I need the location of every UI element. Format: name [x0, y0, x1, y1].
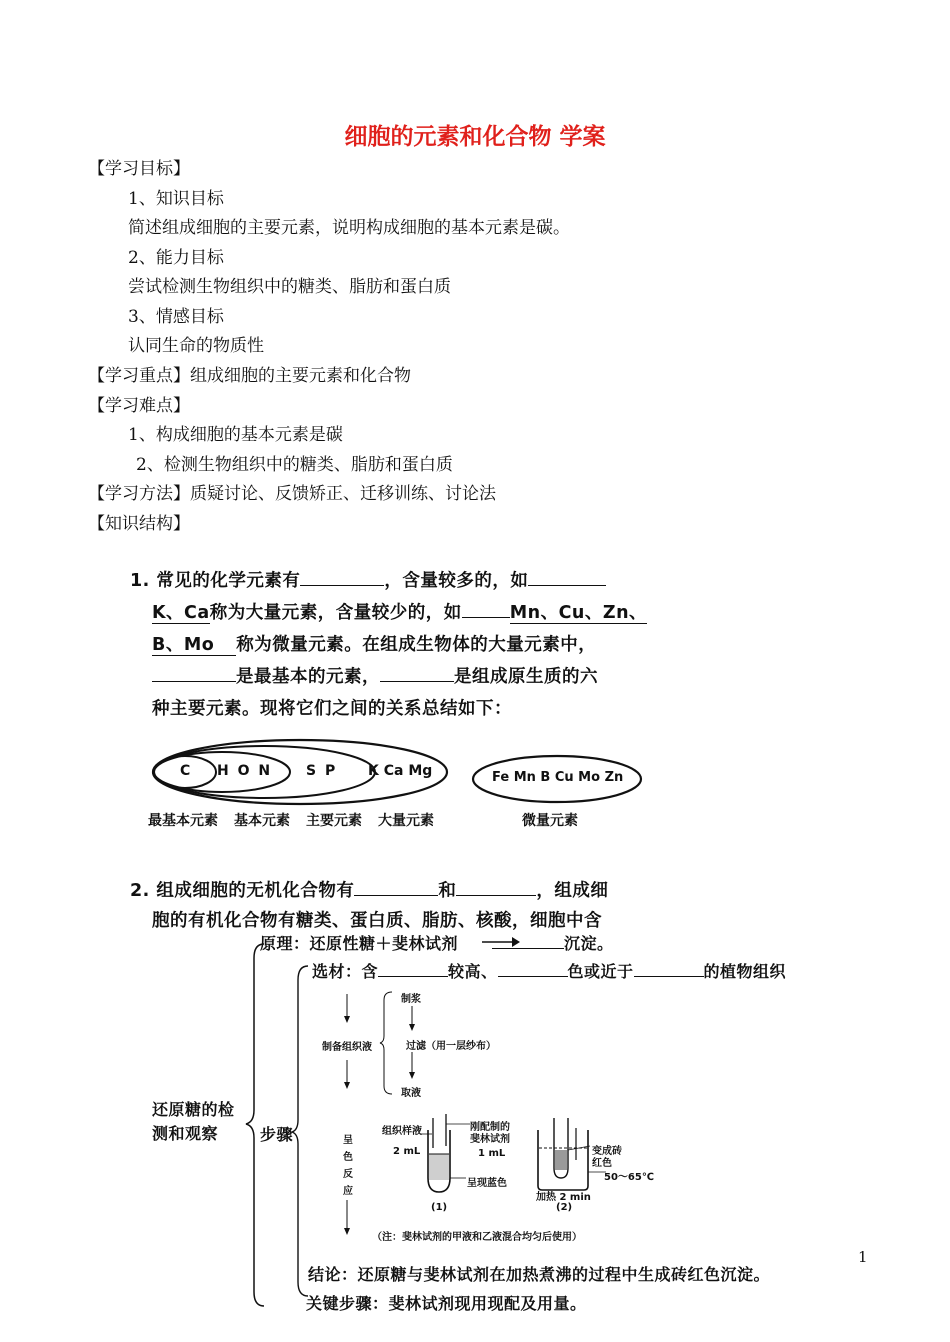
micro-elements: Fe Mn B Cu Mo Zn: [492, 770, 624, 785]
q1-line-4: 是最基本的元素， 是组成原生质的六: [152, 663, 598, 688]
color-reaction: 呈 色 反 应: [343, 1135, 353, 1197]
page-title: 细胞的元素和化合物 学案: [344, 124, 606, 150]
element-sp: S P: [306, 763, 338, 779]
key-points: 【学习重点】组成细胞的主要元素和化合物: [88, 366, 411, 386]
label-main: 主要元素: [306, 813, 362, 829]
objectives-heading: 【学习目标】: [88, 159, 190, 179]
element-hon: H O N: [217, 763, 273, 779]
substep-take-fluid: 取液: [401, 1088, 421, 1099]
q2-line-1: 2. 组成细胞的无机化合物有 和 ，组成细: [130, 877, 608, 902]
brick-label-1: 变成砖: [592, 1146, 622, 1157]
methods: 【学习方法】质疑讨论、反馈矫正、迁移训练、讨论法: [88, 484, 496, 504]
difficulties-heading: 【学习难点】: [88, 396, 190, 416]
fig-2-label: (2): [556, 1202, 573, 1213]
q1-line-1: 1. 常见的化学元素有 ，含量较多的，如: [130, 567, 606, 592]
fig-1-label: (1): [431, 1202, 448, 1213]
sample-volume: 2 mL: [393, 1146, 421, 1157]
topic-label: 还原糖的检 测和观察: [152, 1100, 235, 1143]
structure-heading: 【知识结构】: [88, 514, 190, 534]
label-basic: 基本元素: [234, 813, 290, 829]
temperature-label: 50～65℃: [604, 1172, 654, 1183]
label-micro: 微量元素: [522, 813, 578, 829]
label-most-basic: 最基本元素: [148, 813, 218, 829]
element-c: C: [180, 763, 191, 779]
note: （注：斐林试剂的甲液和乙液混合均匀后使用）: [372, 1232, 582, 1243]
difficulty-2: 2、检测生物组织中的糖类、脂肪和蛋白质: [136, 455, 453, 475]
reagent-volume: 1 mL: [478, 1148, 506, 1159]
objective-3-text: 认同生命的物质性: [128, 336, 264, 356]
heat-label: 加热 2 min: [536, 1192, 591, 1203]
objective-1-text: 简述组成细胞的主要元素，说明构成细胞的基本元素是碳。: [128, 218, 570, 238]
conclusion: 结论：还原糖与斐林试剂在加热煮沸的过程中生成砖红色沉淀。: [308, 1265, 771, 1284]
prepare-tissue-fluid: 制备组织液: [322, 1042, 372, 1053]
substep-homogenize: 制浆: [401, 994, 421, 1005]
q1-line-2: K、Ca称为大量元素，含量较少的，如 Mn、Cu、Zn、: [152, 599, 647, 624]
page-number: 1: [858, 1248, 868, 1266]
objective-2-text: 尝试检测生物组织中的糖类、脂肪和蛋白质: [128, 277, 451, 297]
q1-line-5: 种主要元素。现将它们之间的关系总结如下：: [152, 699, 512, 719]
q2-line-2: 胞的有机化合物有糖类、蛋白质、脂肪、核酸，细胞中含: [152, 911, 602, 931]
label-macro: 大量元素: [378, 813, 434, 829]
objective-3-label: 3、情感目标: [128, 307, 224, 327]
brick-label-2: 红色: [592, 1158, 612, 1169]
q1-line-3: B、Mo 称为微量元素。在组成生物体的大量元素中，: [152, 635, 597, 655]
element-kca-mg: K Ca Mg: [368, 763, 433, 779]
objective-1-label: 1、知识目标: [128, 189, 224, 209]
principle: 原理：还原性糖＋斐林试剂 沉淀。: [260, 930, 614, 954]
substep-filter: 过滤（用一层纱布）: [406, 1041, 496, 1052]
reagent-label-2: 斐林试剂: [470, 1134, 510, 1145]
blue-label: 呈现蓝色: [467, 1178, 507, 1189]
key-step: 关键步骤：斐林试剂现用现配及用量。: [306, 1294, 587, 1313]
material: 选材：含 较高、 色或近于 的植物组织: [312, 958, 786, 982]
steps-label: 步骤: [260, 1125, 294, 1144]
sample-label: 组织样液: [382, 1126, 422, 1137]
reagent-label-1: 刚配制的: [470, 1122, 510, 1133]
objective-2-label: 2、能力目标: [128, 248, 224, 268]
difficulty-1: 1、构成细胞的基本元素是碳: [128, 425, 343, 445]
